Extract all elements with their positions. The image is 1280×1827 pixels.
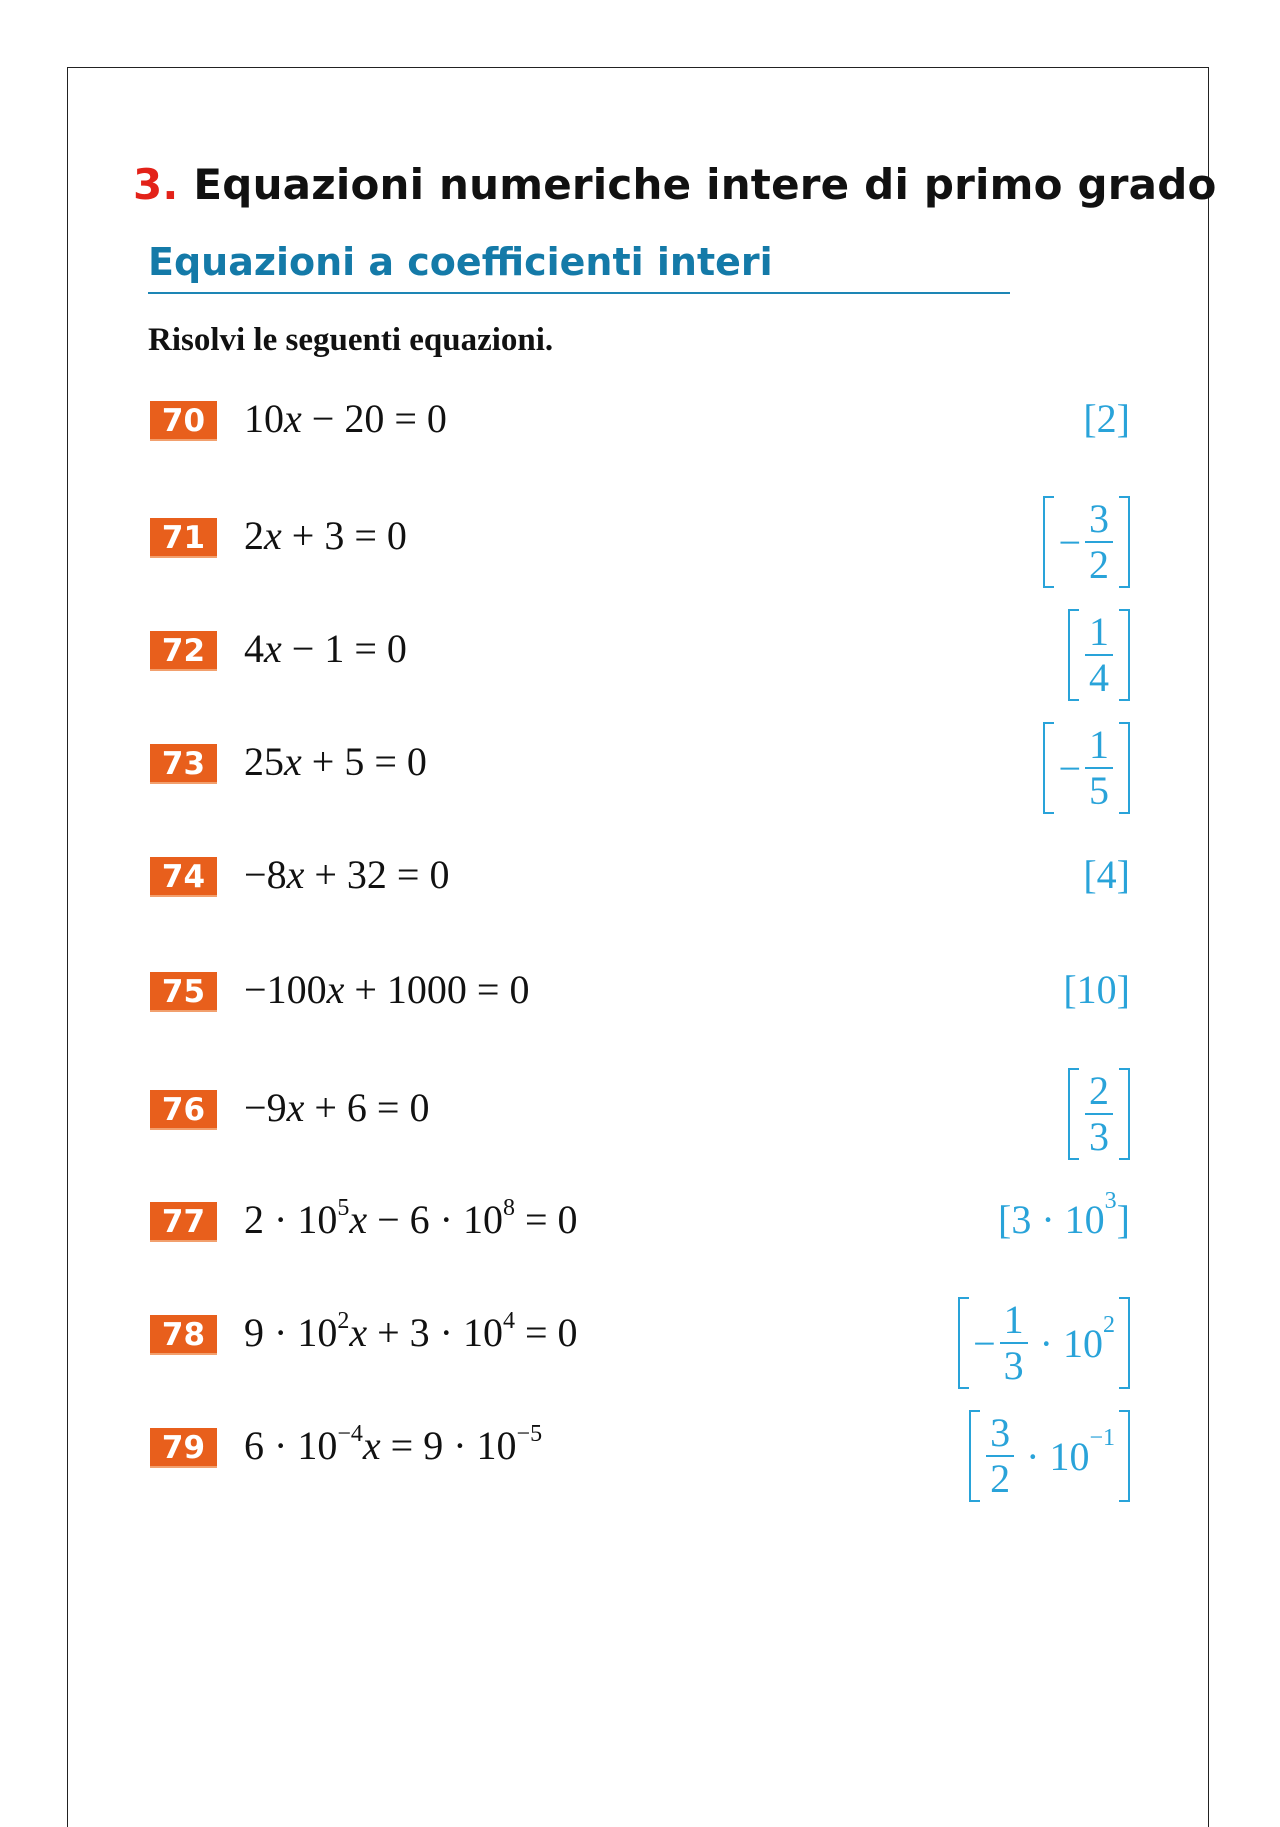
solution: − $\frac{3}{2}$ (1043, 496, 1130, 588)
exercise-number: 77 (150, 1202, 217, 1242)
equation: −9x + 6 = 0 (244, 1085, 430, 1130)
exercise-75 (0, 966, 1280, 1056)
exercise-number: 76 (150, 1090, 217, 1130)
solution: $\frac{2}{3}$ (1068, 1068, 1130, 1160)
exercise-number: 79 (150, 1428, 217, 1468)
equation: 4x − 1 = 0 (244, 626, 407, 671)
exercise-72 (0, 609, 1280, 711)
section-title (133, 160, 1217, 209)
exercise-78 (0, 1297, 1280, 1399)
exercise-number: 75 (150, 972, 217, 1012)
exercise-77 (0, 1188, 1280, 1286)
equation: −100x + 1000 = 0 (244, 967, 530, 1012)
solution: [ 3 · 10 $^3$ ] (998, 1188, 1130, 1242)
equation: $9 \cdot 10^2x + 3 \cdot 10^4 = 0$ (244, 1308, 578, 1355)
solution: − $\frac{1}{5}$ (1043, 722, 1130, 814)
equation: 25x + 5 = 0 (244, 739, 427, 784)
solution: [ 4 ] (1083, 852, 1130, 897)
equation: $2 \cdot 10^5x - 6 \cdot 10^8 = 0$ (244, 1195, 578, 1242)
exercise-79 (0, 1410, 1280, 1512)
exercise-number: 72 (150, 631, 217, 671)
equation: −8x + 32 = 0 (244, 852, 450, 897)
solution: − $\frac{1}{3}$ · 10 $^2$ (958, 1297, 1130, 1389)
equation: $6 \cdot 10^{-4}x = 9 \cdot 10^{-5}$ (244, 1421, 543, 1468)
solution: [ 10 ] (1063, 967, 1130, 1012)
solution: $\frac{3}{2}$ · 10 $^{-1}$ (969, 1410, 1130, 1502)
section-title-text: Equazioni numeriche intere di primo grado (193, 160, 1217, 209)
solution: $\frac{1}{4}$ (1068, 609, 1130, 701)
section-number: 3. (133, 160, 179, 209)
exercise-number: 74 (150, 857, 217, 897)
equation: 10x − 20 = 0 (244, 396, 447, 441)
instruction-text: Risolvi le seguenti equazioni. (148, 322, 554, 358)
exercise-number: 73 (150, 744, 217, 784)
exercise-number: 71 (150, 518, 217, 558)
solution: [ 2 ] (1083, 396, 1130, 441)
exercise-74 (0, 851, 1280, 941)
exercise-number: 78 (150, 1315, 217, 1355)
exercise-number: 70 (150, 401, 217, 441)
equation: 2x + 3 = 0 (244, 513, 407, 558)
exercise-71 (0, 496, 1280, 598)
exercise-73 (0, 722, 1280, 824)
exercise-76 (0, 1068, 1280, 1170)
exercise-70 (0, 395, 1280, 485)
subsection-title: Equazioni a coefficienti interi (148, 240, 1010, 294)
